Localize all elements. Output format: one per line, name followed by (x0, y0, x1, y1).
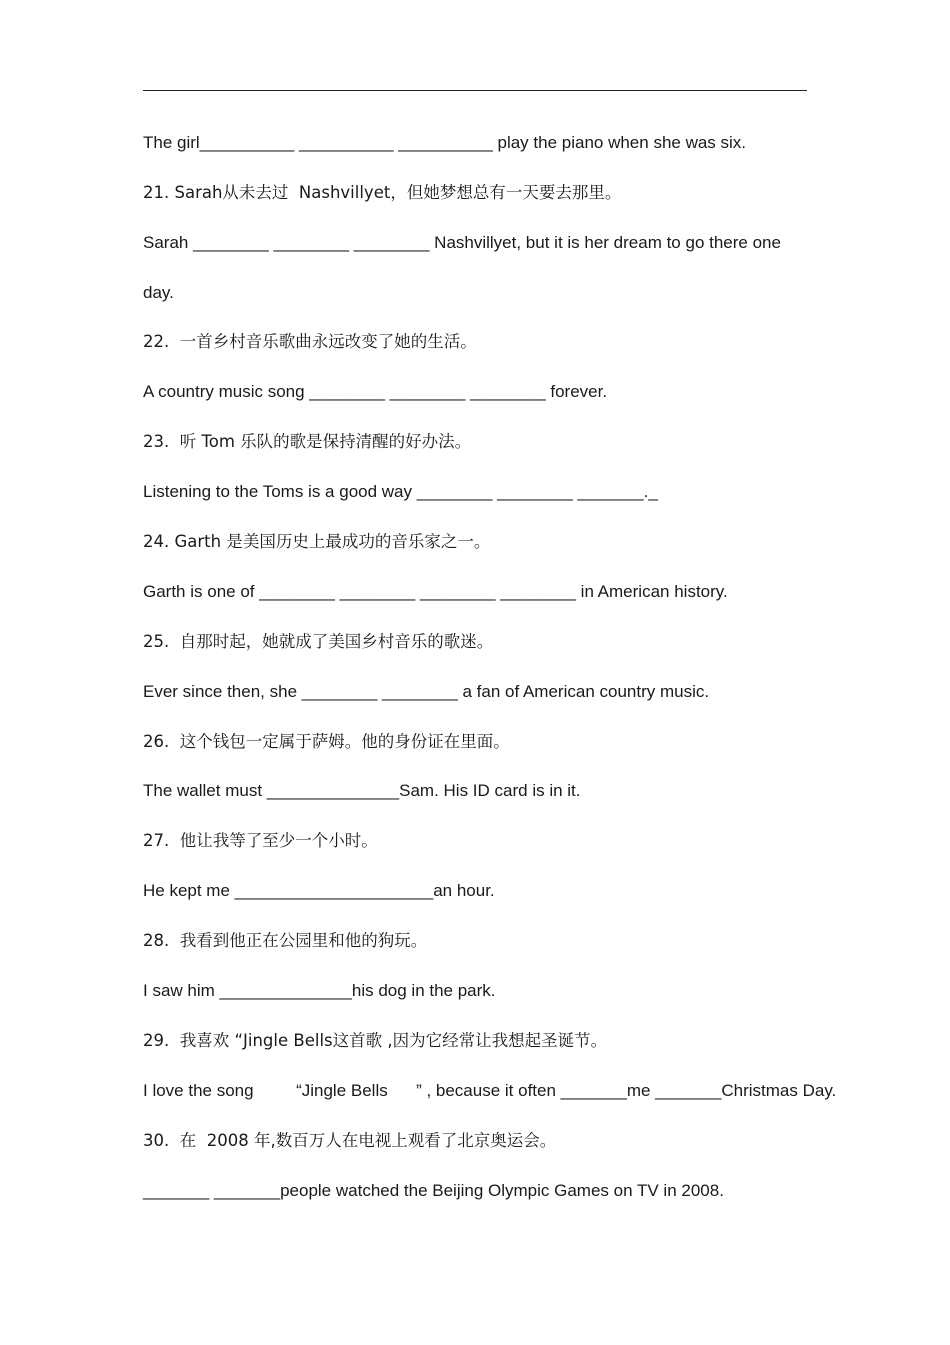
answer-line-26: The wallet must ______________Sam. His ID card is in it. (143, 781, 581, 800)
question-26: 26. 这个钱包一定属于萨姆。他的身份证在里面。 (143, 732, 510, 751)
question-30: 30. 在 2008 年,数百万人在电视上观看了北京奥运会。 (143, 1131, 557, 1150)
answer-line-27: He kept me _____________________an hour. (143, 881, 495, 900)
header-rule (143, 90, 807, 91)
answer-line-22: A country music song ________ ________ ________ forever. (143, 382, 608, 401)
answer-line-25: Ever since then, she ________ ________ a fan of American country music. (143, 682, 710, 701)
answer-line-24: Garth is one of ________ ________ ________ ________ in American history. (143, 582, 728, 601)
question-23: 23. 听 Tom 乐队的歌是保持清醒的好办法。 (143, 432, 472, 451)
question-24: 24. Garth 是美国历史上最成功的音乐家之一。 (143, 532, 491, 551)
question-29: 29. 我喜欢 “Jingle Bells这首歌 ,因为它经常让我想起圣诞节。 (143, 1031, 608, 1050)
question-27: 27. 他让我等了至少一个小时。 (143, 831, 378, 850)
answer-line-29: I love the song “Jingle Bells ” , because it often _______me _______Christmas Day. (143, 1081, 837, 1100)
question-22: 22. 一首乡村音乐歌曲永远改变了她的生活。 (143, 332, 477, 351)
answer-line-28: I saw him ______________his dog in the park. (143, 981, 496, 1000)
question-25: 25. 自那时起，她就成了美国乡村音乐的歌迷。 (143, 632, 494, 651)
question-28: 28. 我看到他正在公园里和他的狗玩。 (143, 931, 428, 950)
answer-line-20: The girl__________ __________ __________ play the piano when she was six. (143, 133, 747, 152)
answer-line-23: Listening to the Toms is a good way ________ ________ _______._ (143, 482, 658, 501)
answer-line-30: _______ _______people watched the Beijing Olympic Games on TV in 2008. (143, 1181, 724, 1200)
question-21: 21. Sarah从未去过 Nashvillyet，但她梦想总有一天要去那里。 (143, 183, 622, 202)
answer-line-21-cont: day. (143, 283, 174, 302)
answer-line-21: Sarah ________ ________ ________ Nashvillyet, but it is her dream to go there one (143, 233, 781, 252)
